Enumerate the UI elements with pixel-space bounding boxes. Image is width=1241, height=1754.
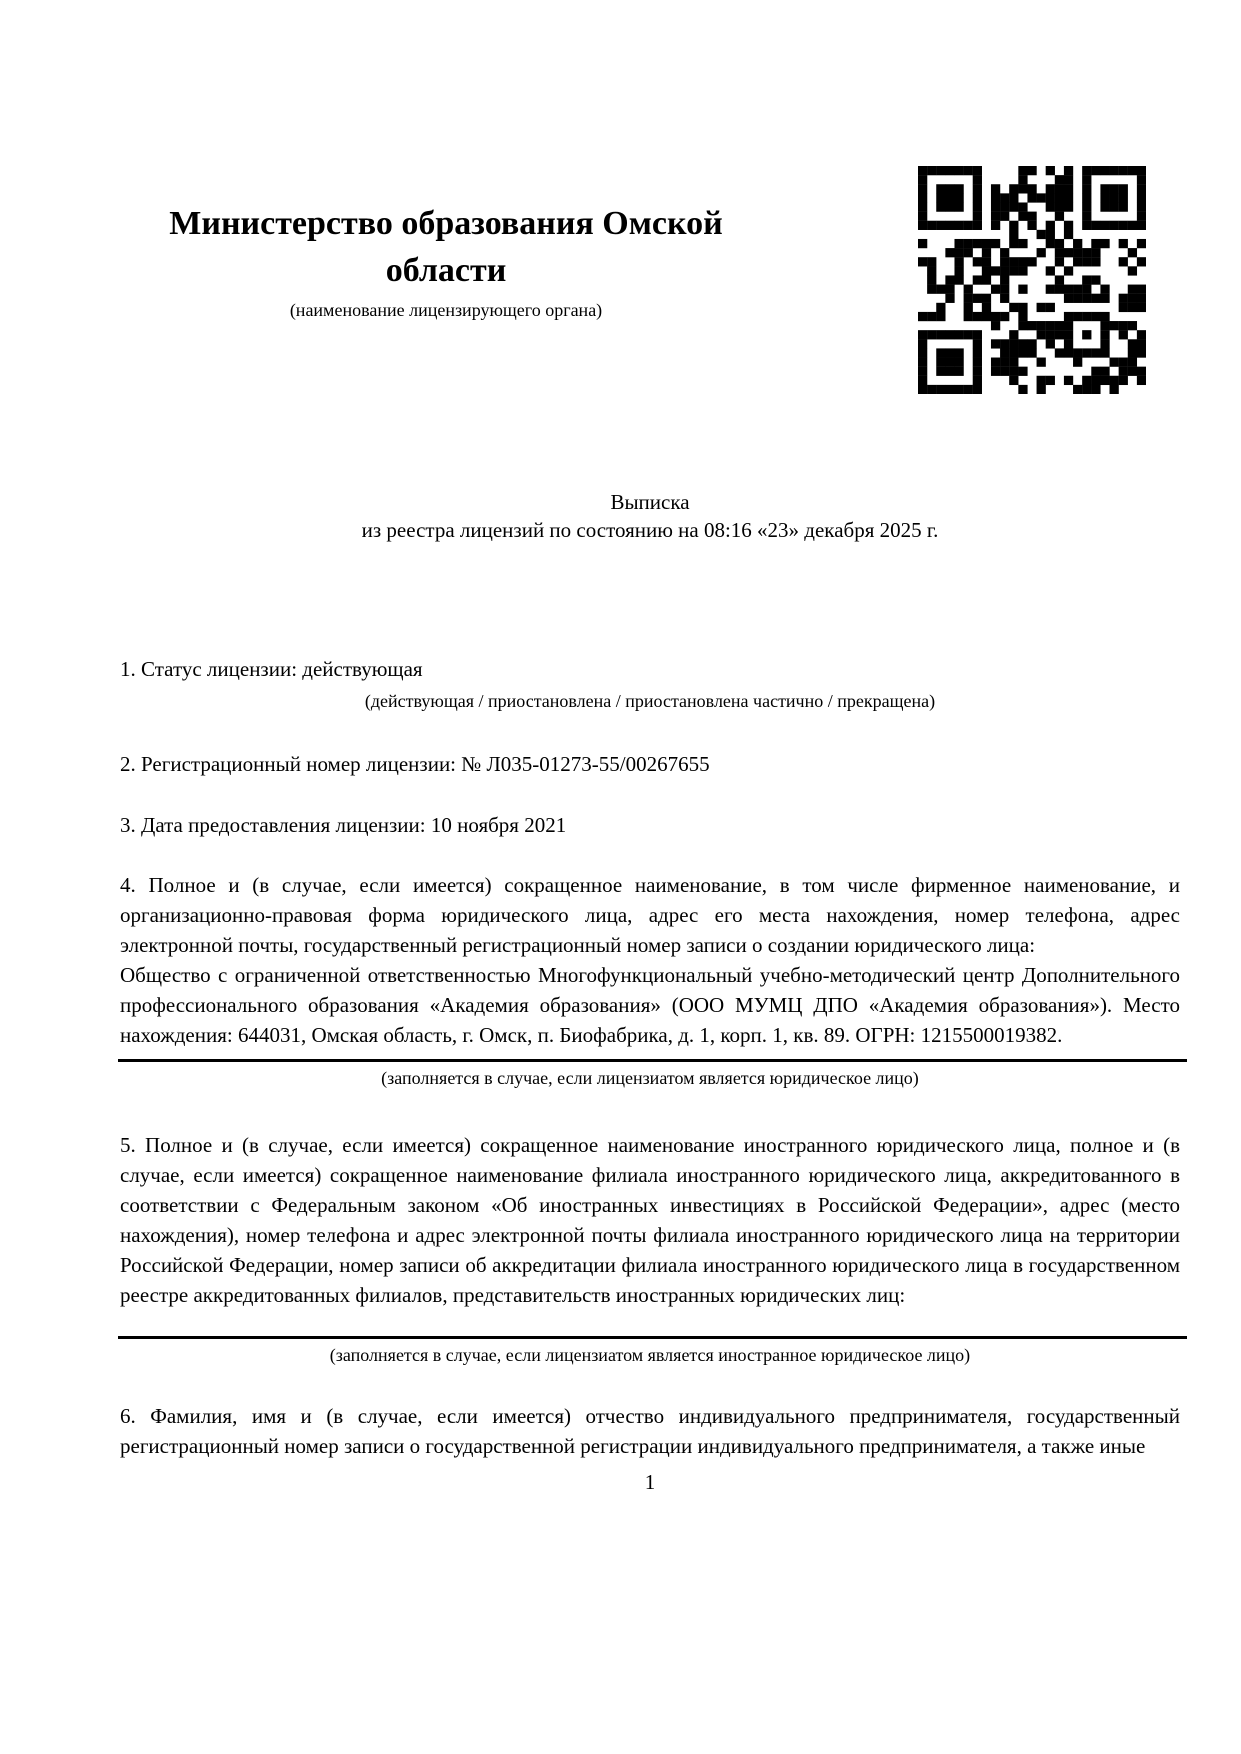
document-title: Выписка: [610, 490, 690, 514]
item-1-license-status: 1. Статус лицензии: действующая: [120, 657, 423, 681]
licensing-authority-block: [120, 200, 772, 321]
licensing-authority-name: Министерство образования Омской области: [169, 205, 723, 289]
qr-code-icon: [918, 166, 1146, 394]
item-4-rule-caption: (заполняется в случае, если лицензиатом является юридическое лицо): [381, 1068, 919, 1088]
fill-rule-legal-entity: [118, 1059, 1187, 1062]
item-5-rule-caption: (заполняется в случае, если лицензиатом является иностранное юридическое лицо): [329, 1345, 971, 1365]
item-5-foreign-entity-text: 5. Полное и (в случае, если имеется) сокращенное наименование иностранного юридического лица, полное и (в случае, если имеется) сокращенное наименование филиала иностранного юридического лица, аккредитованного в соответствии с Федеральным законом «Об иностранных инвестициях в Российской Федерации», адрес (место нахождения), номер телефона и адрес электронной почты филиала иностранного юридического лица на территории Российской Федерации, номер записи об аккредитации филиала иностранного юридического лица в государственном реестре аккредитованных филиалов, представительств иностранных юридических лиц:: [120, 1133, 1180, 1307]
page-number: 1: [644, 1470, 656, 1494]
item-2-registration-number: 2. Регистрационный номер лицензии: № Л035-01273-55/00267655: [120, 752, 710, 776]
document-subtitle: из реестра лицензий по состоянию на 08:16 «23» декабря 2025 г.: [361, 518, 939, 542]
document-header: [120, 0, 1180, 488]
item-4-legal-entity-block: [120, 870, 1180, 1050]
licensing-authority-caption: (наименование лицензирующего органа): [289, 300, 603, 320]
item-4-legal-entity-value: Общество с ограниченной ответственностью Многофункциональный учебно-методический центр Дополнительного профессионального образования «Академия образования» (ООО МУМЦ ДПО «Академия образования»). Место нахождения: 644031, Омская область, г. Омск, п. Биофабрика, д. 1, корп. 1, кв. 89. ОГРН: 1215500019382.: [120, 963, 1180, 1047]
document-content: [120, 0, 1180, 1495]
document-heading: [120, 488, 1180, 544]
fill-rule-foreign-entity: [118, 1336, 1187, 1339]
item-1-status-note: (действующая / приостановлена / приостановлена частично / прекращена): [364, 691, 936, 711]
item-6-entrepreneur-text: 6. Фамилия, имя и (в случае, если имеется) отчество индивидуального предпринимателя, государственный регистрационный номер записи о государственной регистрации индивидуального предпринимателя, а также иные: [120, 1404, 1180, 1458]
item-3-grant-date: 3. Дата предоставления лицензии: 10 ноября 2021: [120, 813, 567, 837]
item-4-legal-entity-text: 4. Полное и (в случае, если имеется) сокращенное наименование, в том числе фирменное наименование, и организационно-правовая форма юридического лица, адрес его места нахождения, номер телефона, адрес электронной почты, государственный регистрационный номер записи о создании юридического лица:: [120, 873, 1180, 957]
